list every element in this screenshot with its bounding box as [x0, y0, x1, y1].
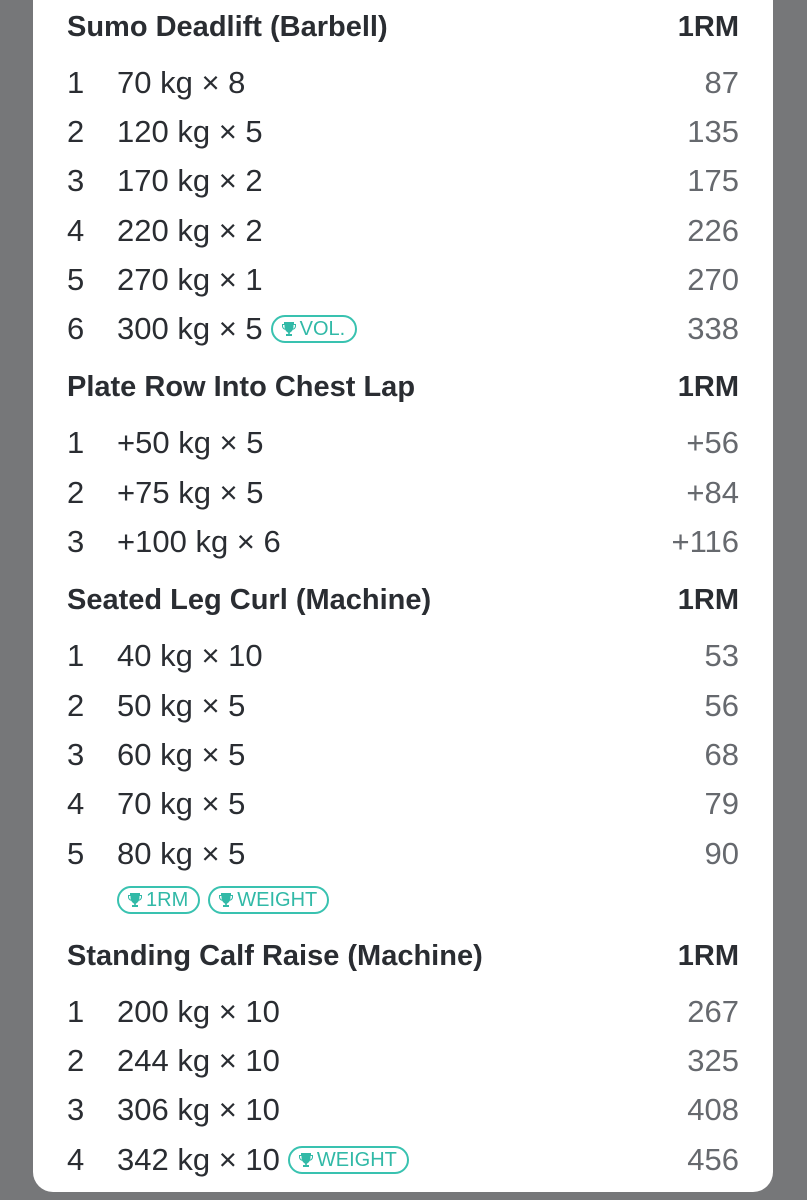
set-number: 6 — [67, 311, 85, 347]
one-rm-column-label: 1RM — [677, 584, 739, 617]
set-row — [67, 1036, 739, 1085]
exercise-list — [67, 0, 739, 1187]
set-one-rm: 56 — [704, 687, 739, 723]
set-weight-reps: 220 kg × 2 — [117, 212, 263, 248]
set-number: 1 — [67, 64, 85, 100]
set-number: 1 — [67, 638, 85, 674]
set-number: 1 — [67, 993, 85, 1029]
set-weight-reps: 70 kg × 8 — [117, 64, 246, 100]
set-detail — [117, 114, 687, 150]
set-weight-reps: 80 kg × 5 — [117, 835, 246, 871]
one-rm-column-label: 1RM — [677, 10, 739, 43]
set-one-rm: 338 — [687, 311, 739, 347]
set-number: 2 — [67, 113, 85, 149]
set-row — [67, 1135, 739, 1184]
set-row — [67, 1086, 739, 1135]
record-badge-label: WEIGHT — [237, 889, 318, 912]
set-number: 3 — [67, 163, 85, 199]
set-one-rm: 68 — [704, 736, 739, 772]
set-detail — [117, 1092, 687, 1128]
trophy-icon — [298, 1152, 317, 1168]
trophy-icon — [281, 321, 300, 337]
set-number: 1 — [67, 425, 85, 461]
set-detail — [117, 213, 687, 249]
set-row — [67, 829, 739, 878]
set-one-rm: +56 — [686, 425, 739, 461]
set-weight-reps: 244 kg × 10 — [117, 1043, 280, 1079]
set-detail — [117, 524, 671, 560]
set-detail — [117, 1142, 687, 1178]
set-one-rm: 135 — [687, 113, 739, 149]
one-rm-column-label: 1RM — [677, 939, 739, 972]
set-detail — [117, 163, 687, 199]
set-number: 3 — [67, 524, 85, 560]
set-one-rm: 267 — [687, 993, 739, 1029]
set-row — [67, 58, 739, 107]
set-row — [67, 468, 739, 517]
set-weight-reps: 60 kg × 5 — [117, 736, 246, 772]
record-badge-label: VOL. — [299, 318, 346, 341]
set-detail — [117, 688, 705, 724]
set-detail — [117, 1043, 687, 1079]
set-row — [67, 681, 739, 730]
set-one-rm: 325 — [687, 1043, 739, 1079]
set-weight-reps: 200 kg × 10 — [117, 993, 280, 1029]
set-detail — [117, 65, 705, 101]
set-row — [67, 632, 739, 681]
record-badge-row — [59, 878, 739, 922]
set-number: 4 — [67, 786, 85, 822]
set-row — [67, 157, 739, 206]
exercise-name: Plate Row Into Chest Lap — [67, 371, 416, 404]
set-row — [67, 517, 739, 566]
exercise-header[interactable] — [67, 357, 739, 419]
set-one-rm: 456 — [687, 1141, 739, 1177]
exercise-header[interactable] — [67, 0, 739, 58]
set-number: 2 — [67, 1043, 85, 1079]
exercise-name: Standing Calf Raise (Machine) — [67, 939, 483, 972]
set-row — [67, 107, 739, 156]
workout-summary-card — [33, 0, 773, 1192]
set-one-rm: 90 — [704, 835, 739, 871]
set-weight-reps: +100 kg × 6 — [117, 524, 281, 560]
trophy-icon — [218, 892, 237, 908]
set-number: 2 — [67, 474, 85, 510]
set-detail — [117, 638, 705, 674]
record-badge — [271, 315, 358, 343]
set-one-rm: 226 — [687, 212, 739, 248]
set-detail — [117, 737, 705, 773]
set-detail — [117, 786, 705, 822]
record-badge — [117, 886, 200, 914]
set-one-rm: +116 — [671, 524, 739, 560]
exercise-name: Sumo Deadlift (Barbell) — [67, 10, 388, 43]
exercise-block — [67, 0, 739, 354]
set-row — [67, 255, 739, 304]
one-rm-column-label: 1RM — [677, 371, 739, 404]
set-detail — [117, 994, 687, 1030]
set-one-rm: 270 — [687, 261, 739, 297]
set-one-rm: 175 — [687, 163, 739, 199]
set-weight-reps: 270 kg × 1 — [117, 261, 263, 297]
set-number: 5 — [67, 835, 85, 871]
set-weight-reps: +75 kg × 5 — [117, 474, 264, 510]
set-weight-reps: 40 kg × 10 — [117, 638, 263, 674]
record-badge — [288, 1146, 409, 1174]
exercise-header[interactable] — [67, 570, 739, 632]
set-detail — [117, 836, 705, 872]
set-row — [67, 730, 739, 779]
set-number: 4 — [67, 1141, 85, 1177]
set-number: 2 — [67, 687, 85, 723]
exercise-block — [67, 357, 739, 567]
set-row — [67, 206, 739, 255]
set-number: 5 — [67, 261, 85, 297]
set-weight-reps: 306 kg × 10 — [117, 1092, 280, 1128]
set-weight-reps: 120 kg × 5 — [117, 113, 263, 149]
set-weight-reps: 170 kg × 2 — [117, 163, 263, 199]
set-row — [67, 419, 739, 468]
set-weight-reps: 70 kg × 5 — [117, 786, 246, 822]
set-weight-reps: 300 kg × 5 — [117, 311, 263, 347]
set-row — [67, 987, 739, 1036]
set-row — [67, 304, 739, 353]
set-one-rm: 79 — [704, 786, 739, 822]
record-badge-label: WEIGHT — [316, 1148, 397, 1171]
set-number: 4 — [67, 212, 85, 248]
set-weight-reps: 50 kg × 5 — [117, 687, 246, 723]
set-row — [67, 780, 739, 829]
set-detail — [117, 311, 687, 347]
set-one-rm: 53 — [704, 638, 739, 674]
exercise-block — [67, 570, 739, 922]
record-badge-label: 1RM — [146, 889, 189, 912]
set-weight-reps: +50 kg × 5 — [117, 425, 264, 461]
set-detail — [117, 262, 687, 298]
exercise-header[interactable] — [67, 925, 739, 987]
trophy-icon — [127, 892, 146, 908]
exercise-name: Seated Leg Curl (Machine) — [67, 584, 432, 617]
set-detail — [117, 475, 686, 511]
exercise-block — [67, 925, 739, 1184]
set-number: 3 — [67, 1092, 85, 1128]
set-one-rm: +84 — [686, 474, 739, 510]
set-one-rm: 408 — [687, 1092, 739, 1128]
set-one-rm: 87 — [704, 64, 739, 100]
set-number: 3 — [67, 736, 85, 772]
record-badge — [208, 886, 329, 914]
set-detail — [117, 425, 686, 461]
set-weight-reps: 342 kg × 10 — [117, 1141, 280, 1177]
